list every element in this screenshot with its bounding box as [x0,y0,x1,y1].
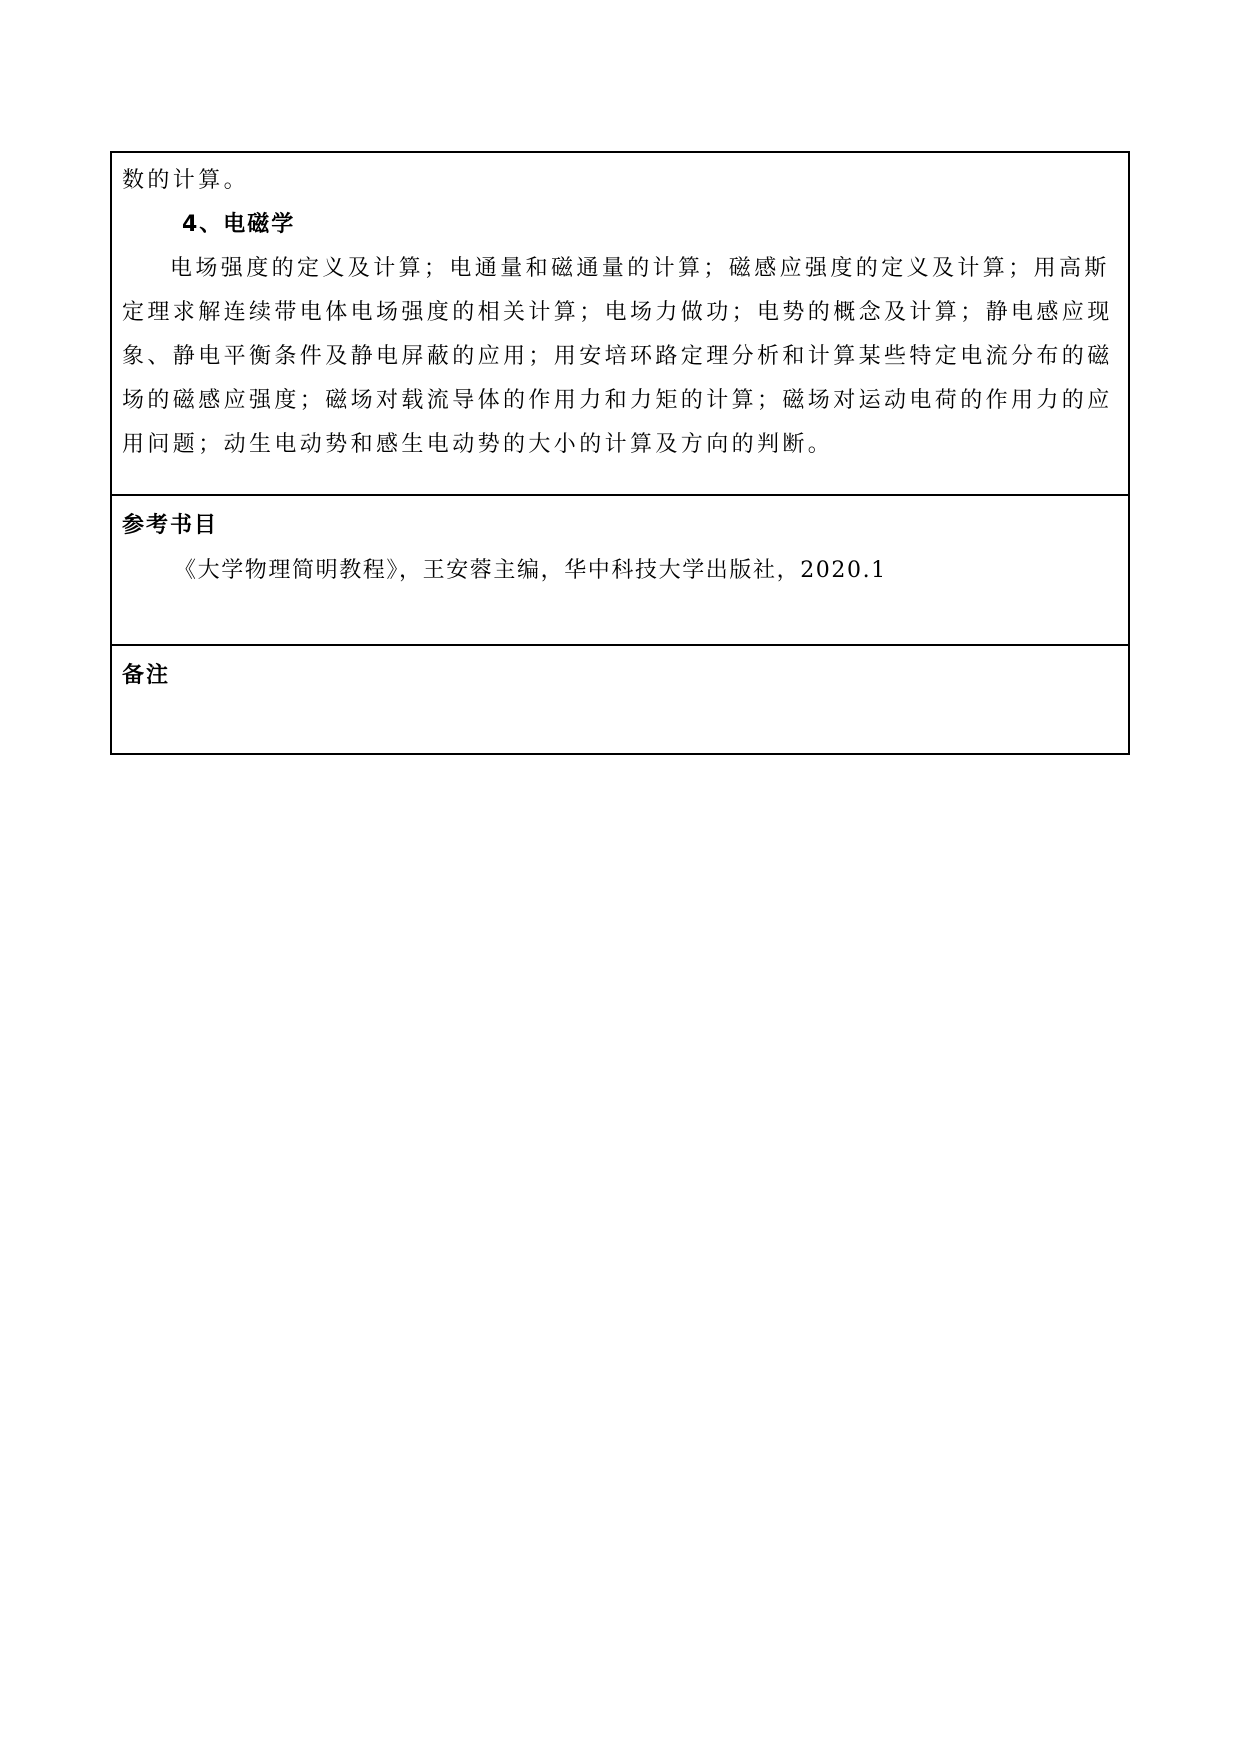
continuation-text: 数的计算。 [122,168,250,193]
references-section [112,494,1128,644]
electromagnetism-heading: 4、电磁学 [182,212,296,237]
syllabus-table [110,151,1130,755]
notes-title: 备注 [122,663,171,688]
content-section [112,153,1128,494]
notes-section [112,644,1128,753]
references-title: 参考书目 [122,513,219,538]
electromagnetism-paragraph: 电场强度的定义及计算；电通量和磁通量的计算；磁感应强度的定义及计算；用高斯定理求解连续带电体电场强度的相关计算；电场力做功；电势的概念及计算；静电感应现象、静电平衡条件及静电屏蔽的应用；用安培环路定理分析和计算某些特定电流分布的磁场的磁感应强度；磁场对载流导体的作用力和力矩的计算；磁场对运动电荷的作用力的应用问题；动生电动势和感生电动势的大小的计算及方向的判断。 [122,256,1113,457]
reference-entry: 《大学物理简明教程》，王安蓉主编，华中科技大学出版社，2020.1 [174,558,887,583]
